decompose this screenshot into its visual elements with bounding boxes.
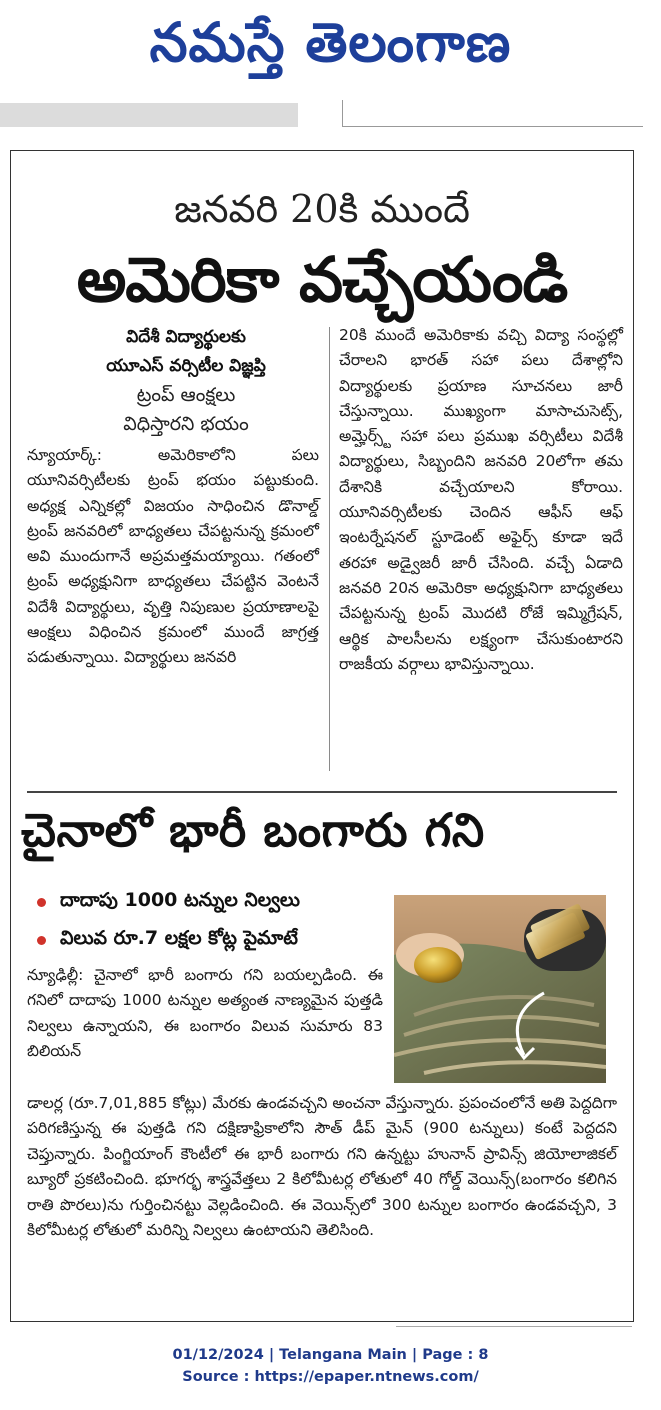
- story2-body-intro: న్యూఢిల్లీ: చైనాలో భారీ బంగారు గని బయల్పడింది. ఈ గనిలో దాదాపు 1000 టన్నుల అత్యంత నాణ్యమైన పుత్తడి నిల్వలు ఉన్నాయని, ఈ బంగారం విలువ సుమారు 83 బిలియన్: [27, 966, 383, 1061]
- story2-bullets: [37, 883, 300, 959]
- column-divider: [329, 327, 330, 771]
- footer-edition-line: 01/12/2024 | Telangana Main | Page : 8: [172, 1347, 489, 1363]
- bullet-text: దాదాపు 1000 టన్నుల నిల్వలు: [60, 888, 300, 911]
- masthead-logo: నమస్తే తెలంగాణ: [149, 10, 512, 74]
- story1-kicker: జనవరి 20కి ముందే: [174, 187, 470, 231]
- story1-body-right: 20కి ముందే అమెరికాకు వచ్చి విద్యా సంస్థల్లో చేరాలని భారత్ సహా పలు దేశాల్లోని విద్యార్థులకు ప్రయాణ సూచనలు జారీ చేస్తున్నాయి. ముఖ్యంగా మాసాచుసెట్స్, అమ్హెర్స్ట్ సహా పలు ప్రముఖ వర్సిటీలు విదేశీ విద్యార్థులు, సిబ్బందిని జనవరి 20లోగా తమ దేశానికి వచ్చేయాలని కోరాయి. యూనివర్సిటీలకు చెందిన ఆఫీస్ ఆఫ్ ఇంటర్నేషనల్ స్టూడెంట్ అఫైర్స్ కూడా ఇదే తరహా అడ్వైజరీ జారీ చేసింది. వచ్చే ఏడాది జనవరి 20న అమెరికా అధ్యక్షునిగా బాధ్యతలు చేపట్టనున్న ట్రంప్ మొదటి రోజే ఇమ్మిగ్రేషన్, ఆర్థిక పాలసీలను లక్ష్యంగా చేసుకుంటారని రాజకీయ వర్గాలు భావిస్తున్నాయి.: [339, 326, 623, 673]
- adjacent-clip-fragment-right: [342, 100, 643, 127]
- story-separator: [27, 791, 617, 793]
- subdeck-line: విదేశీ విద్యార్థులకు: [126, 327, 246, 347]
- story2-body: డాలర్ల (రూ.7,01,885 కోట్లు) మేరకు ఉండవచ్చని అంచనా వేస్తున్నారు. ప్రపంచంలోనే అతి పెద్దదిగా పరిగణిస్తున్న ఈ పుత్తడి గని దక్షిణాఫ్రికాలోని సౌత్ డీప్ మైన్ (900 టన్నులు) కంటే పెద్దదని చెప్తున్నారు. పింగ్జియాంగ్ కౌంటీలో ఈ భారీ బంగారు గని ఉన్నట్టు హునాన్ ప్రావిన్స్ జియోలాజికల్ బ్యూరో ప్రకటించింది. భూగర్భ శాస్త్రవేత్తలు 2 కిలోమీటర్ల లోతులో 40 గోల్డ్ వెయిన్స్(బంగారం కలిగిన రాతి పొరలు)ను గుర్తించినట్టు వెల్లడించింది. ఈ వెయిన్స్‌లో 300 టన్నుల బంగారం ఉండవచ్చని, 3 కిలోమీటర్ల లోతులో మరిన్ని నిల్వలు ఉంటాయని తెలిసింది.: [27, 1094, 617, 1240]
- list-item: [37, 921, 300, 959]
- subdeck-line: యూఎస్ వర్సిటీల విజ్ఞప్తి: [106, 356, 266, 376]
- story1-body-left: న్యూయార్క్: అమెరికాలోని పలు యూనివర్సిటీలకు ట్రంప్ భయం పట్టుకుంది. అధ్యక్ష ఎన్నికల్లో విజయం సాధించిన డొనాల్డ్ ట్రంప్ జనవరిలో బాధ్యతలు చేపట్టనున్న క్రమంలో అవి ముందుగానే అప్రమత్తమయ్యాయి. గతంలో ట్రంప్ అధ్యక్షునిగా బాధ్యతలు చేపట్టిన వెంటనే విదేశీ విద్యార్థులు, వృత్తి నిపుణుల ప్రయాణాలపై ఆంక్షలు విధించిన క్రమంలో ముందే జాగ్రత్త పడుతున్నాయి. విద్యార్థులు జనవరి: [27, 446, 319, 667]
- story1-subdeck: [51, 323, 321, 439]
- story2-headline: చైనాలో భారీ బంగారు గని: [21, 803, 485, 857]
- bullet-icon: [37, 898, 46, 907]
- gold-mine-photo: [394, 895, 606, 1083]
- adjacent-clip-fragment-left: [0, 103, 298, 127]
- masthead: [0, 0, 661, 100]
- news-clipping: [10, 150, 634, 1322]
- footer-source-line: Source : https://epaper.ntnews.com/: [182, 1369, 479, 1385]
- list-item: [37, 883, 300, 921]
- bullet-text: విలువ రూ.7 లక్షల కోట్ల పైమాటే: [60, 926, 298, 949]
- bullet-icon: [37, 936, 46, 945]
- subdeck-line: ట్రంప్ ఆంక్షలు: [136, 384, 236, 406]
- story1-headline: అమెరికా వచ్చేయండి: [76, 243, 568, 316]
- page-footer: [0, 1344, 661, 1388]
- adjacent-clip-fragment-bottom: [396, 1326, 632, 1335]
- subdeck-line: విధిస్తారని భయం: [123, 413, 249, 435]
